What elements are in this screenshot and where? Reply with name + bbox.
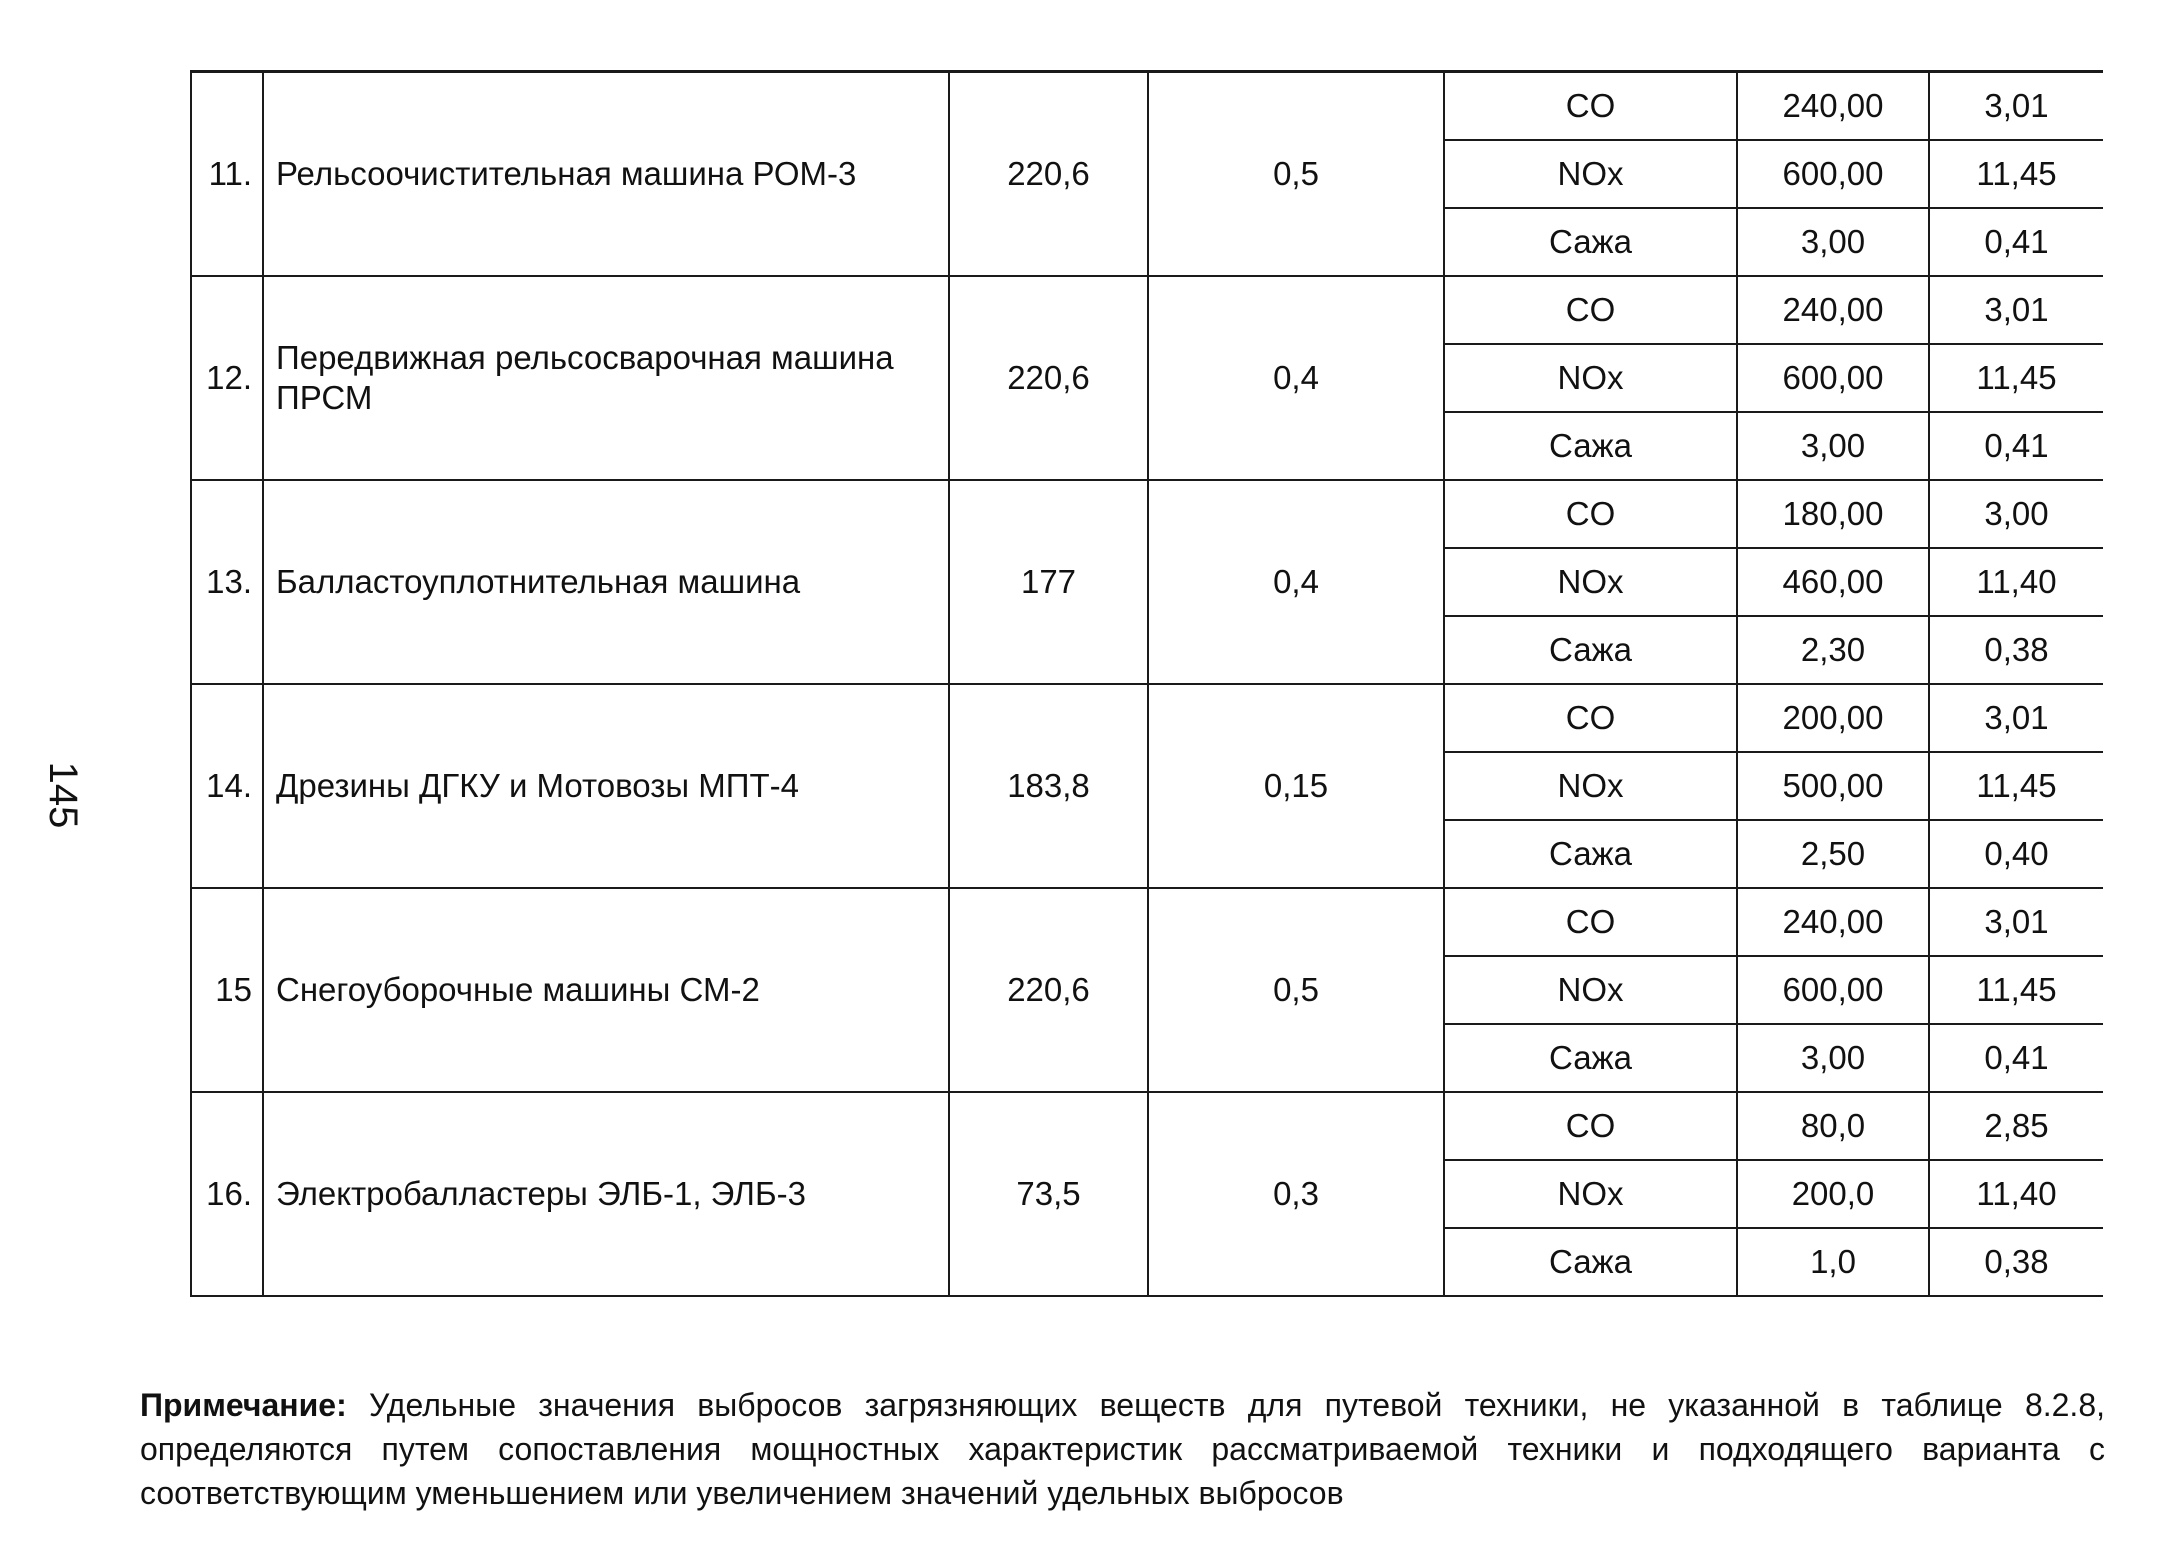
footnote-title: Примечание: bbox=[140, 1387, 347, 1423]
machine-name: Рельсоочистительная машина РОМ-3 bbox=[263, 72, 949, 276]
emission-value-2: 3,01 bbox=[1929, 684, 2103, 752]
machine-name: Дрезины ДГКУ и Мотовозы МПТ-4 bbox=[263, 684, 949, 888]
pollutant-name: CO bbox=[1444, 276, 1737, 344]
emission-value-1: 3,00 bbox=[1737, 1024, 1929, 1092]
emission-value-1: 500,00 bbox=[1737, 752, 1929, 820]
table-row bbox=[191, 1092, 2103, 1160]
emission-value-1: 200,00 bbox=[1737, 684, 1929, 752]
pollutant-name: NOx bbox=[1444, 548, 1737, 616]
emission-value-1: 2,50 bbox=[1737, 820, 1929, 888]
pollutant-name: NOx bbox=[1444, 752, 1737, 820]
emission-value-1: 180,00 bbox=[1737, 480, 1929, 548]
emission-value-1: 200,0 bbox=[1737, 1160, 1929, 1228]
pollutant-name: CO bbox=[1444, 480, 1737, 548]
pollutant-name: CO bbox=[1444, 684, 1737, 752]
emission-value-2: 0,40 bbox=[1929, 820, 2103, 888]
emission-value-2: 3,01 bbox=[1929, 276, 2103, 344]
table-body bbox=[191, 72, 2103, 1296]
pollutant-name: NOx bbox=[1444, 956, 1737, 1024]
pollutant-name: CO bbox=[1444, 1092, 1737, 1160]
emission-value-2: 0,38 bbox=[1929, 1228, 2103, 1296]
row-number: 16. bbox=[191, 1092, 263, 1296]
emission-value-1: 600,00 bbox=[1737, 140, 1929, 208]
load-coefficient: 0,3 bbox=[1148, 1092, 1444, 1296]
load-coefficient: 0,15 bbox=[1148, 684, 1444, 888]
row-number: 12. bbox=[191, 276, 263, 480]
emissions-table bbox=[190, 70, 2103, 1297]
machine-name: Балластоуплотнительная машина bbox=[263, 480, 949, 684]
row-number: 15 bbox=[191, 888, 263, 1092]
load-coefficient: 0,5 bbox=[1148, 888, 1444, 1092]
table-row bbox=[191, 72, 2103, 140]
machine-name: Передвижная рельсосварочная машина ПРСМ bbox=[263, 276, 949, 480]
engine-power: 220,6 bbox=[949, 888, 1148, 1092]
engine-power: 220,6 bbox=[949, 72, 1148, 276]
emission-value-2: 11,45 bbox=[1929, 752, 2103, 820]
emission-value-2: 0,38 bbox=[1929, 616, 2103, 684]
row-number: 13. bbox=[191, 480, 263, 684]
load-coefficient: 0,5 bbox=[1148, 72, 1444, 276]
engine-power: 73,5 bbox=[949, 1092, 1148, 1296]
emission-value-2: 3,01 bbox=[1929, 888, 2103, 956]
emission-value-1: 600,00 bbox=[1737, 344, 1929, 412]
page-number: 145 bbox=[41, 761, 85, 829]
emission-value-1: 240,00 bbox=[1737, 72, 1929, 140]
emission-value-2: 0,41 bbox=[1929, 208, 2103, 276]
emission-value-2: 0,41 bbox=[1929, 412, 2103, 480]
pollutant-name: NOx bbox=[1444, 344, 1737, 412]
pollutant-name: Сажа bbox=[1444, 616, 1737, 684]
pollutant-name: NOx bbox=[1444, 140, 1737, 208]
emission-value-2: 0,41 bbox=[1929, 1024, 2103, 1092]
machine-name: Снегоуборочные машины СМ-2 bbox=[263, 888, 949, 1092]
footnote bbox=[140, 1383, 2105, 1515]
emission-value-1: 80,0 bbox=[1737, 1092, 1929, 1160]
emission-value-1: 460,00 bbox=[1737, 548, 1929, 616]
pollutant-name: NOx bbox=[1444, 1160, 1737, 1228]
emission-value-1: 2,30 bbox=[1737, 616, 1929, 684]
row-number: 11. bbox=[191, 72, 263, 276]
engine-power: 183,8 bbox=[949, 684, 1148, 888]
table-row bbox=[191, 276, 2103, 344]
emission-value-1: 3,00 bbox=[1737, 412, 1929, 480]
machine-name: Электробалластеры ЭЛБ-1, ЭЛБ-3 bbox=[263, 1092, 949, 1296]
pollutant-name: CO bbox=[1444, 72, 1737, 140]
pollutant-name: Сажа bbox=[1444, 820, 1737, 888]
pollutant-name: Сажа bbox=[1444, 208, 1737, 276]
emission-value-2: 11,45 bbox=[1929, 344, 2103, 412]
emission-value-1: 1,0 bbox=[1737, 1228, 1929, 1296]
table-row bbox=[191, 480, 2103, 548]
footnote-text: Удельные значения выбросов загрязняющих веществ для путевой техники, не указанной в таблице 8.2.8, определяются путем сопоставления мощностных характеристик рассматриваемой техники и подходящего варианта с соответствующим уменьшением или увеличением значений удельных выбросов bbox=[140, 1387, 2106, 1511]
emission-value-2: 11,40 bbox=[1929, 548, 2103, 616]
emission-value-2: 11,40 bbox=[1929, 1160, 2103, 1228]
table-row bbox=[191, 684, 2103, 752]
row-number: 14. bbox=[191, 684, 263, 888]
table-row bbox=[191, 888, 2103, 956]
emission-value-2: 11,45 bbox=[1929, 140, 2103, 208]
pollutant-name: Сажа bbox=[1444, 412, 1737, 480]
engine-power: 220,6 bbox=[949, 276, 1148, 480]
engine-power: 177 bbox=[949, 480, 1148, 684]
pollutant-name: Сажа bbox=[1444, 1024, 1737, 1092]
load-coefficient: 0,4 bbox=[1148, 480, 1444, 684]
emission-value-1: 600,00 bbox=[1737, 956, 1929, 1024]
emission-value-1: 240,00 bbox=[1737, 888, 1929, 956]
pollutant-name: Сажа bbox=[1444, 1228, 1737, 1296]
emission-value-2: 3,00 bbox=[1929, 480, 2103, 548]
emission-value-1: 3,00 bbox=[1737, 208, 1929, 276]
pollutant-name: CO bbox=[1444, 888, 1737, 956]
emission-value-2: 11,45 bbox=[1929, 956, 2103, 1024]
emission-value-2: 3,01 bbox=[1929, 72, 2103, 140]
load-coefficient: 0,4 bbox=[1148, 276, 1444, 480]
emission-value-1: 240,00 bbox=[1737, 276, 1929, 344]
emission-value-2: 2,85 bbox=[1929, 1092, 2103, 1160]
